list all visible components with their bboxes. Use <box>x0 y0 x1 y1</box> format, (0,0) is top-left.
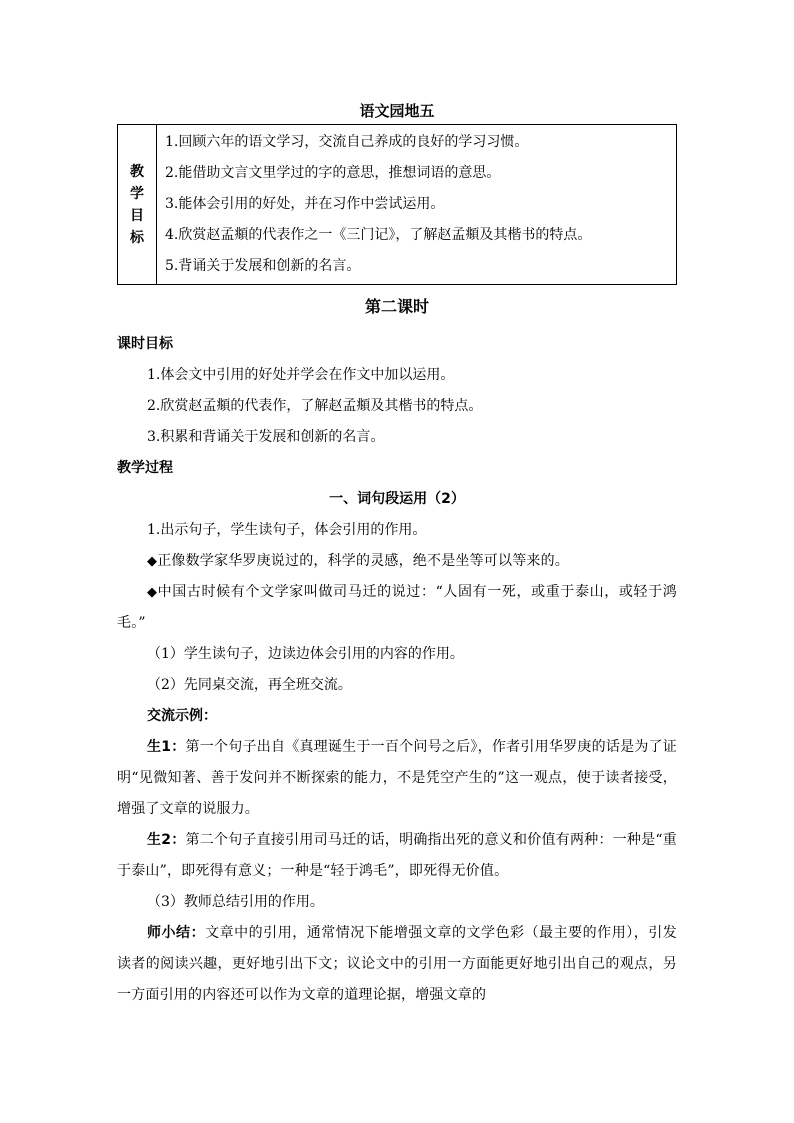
teacher-label: 师小结： <box>147 925 206 941</box>
teaching-goal-item: 1.回顾六年的语文学习，交流自己养成的良好的学习习惯。 <box>165 134 529 150</box>
teaching-goal-item: 2.能借助文言文里学过的字的意思，推想词语的意思。 <box>165 165 501 181</box>
lesson-goal-item: 3.积累和背诵关于发展和创新的名言。 <box>147 429 385 445</box>
teaching-goal-item: 4.欣赏赵孟頫的代表作之一《三门记》，了解赵孟頫及其楷书的特点。 <box>165 227 592 243</box>
teaching-goals-list <box>157 125 677 285</box>
quote-paragraph <box>117 577 677 639</box>
student-label: 生1： <box>147 739 186 755</box>
teacher-summary-paragraph <box>117 918 677 1011</box>
step-text: 1.出示句子，学生读句子，体会引用的作用。 <box>147 522 427 538</box>
lesson-goal-item: 1.体会文中引用的好处并学会在作文中加以运用。 <box>147 367 455 383</box>
teaching-goals-table <box>117 124 677 285</box>
sub-step-text: （2）先同桌交流，再全班交流。 <box>147 677 352 693</box>
quote-text: 中国古时候有个文学家叫做司马迁的说过：“人固有一死，或重于泰山，或轻于鸿毛。” <box>117 584 678 631</box>
process-heading: 教学过程 <box>117 460 173 476</box>
student-answer-paragraph <box>117 825 677 887</box>
lesson-goals-heading: 课时目标 <box>117 336 173 352</box>
teaching-goals-label-cell <box>118 125 157 285</box>
example-heading: 交流示例： <box>147 708 217 724</box>
student-answer-paragraph <box>117 732 677 825</box>
student-answer-text: 第二个句子直接引用司马迁的话，明确指出死的意义和价值有两种：一种是“重于泰山”，即死得有意义；一种是“轻于鸿毛”，即死得无价值。 <box>117 832 678 879</box>
sub-step-text: （3）教师总结引用的作用。 <box>147 894 324 910</box>
lesson-goal-item: 2.欣赏赵孟頫的代表作，了解赵孟頫及其楷书的特点。 <box>147 398 483 414</box>
lesson-title: 第二课时 <box>364 297 429 316</box>
quote-paragraph <box>117 546 677 577</box>
sub-step-text: （1）学生读句子，边读边体会引用的内容的作用。 <box>147 646 464 662</box>
teaching-goals-label: 教学目标 <box>130 163 144 246</box>
diamond-bullet-icon: ◆ <box>147 554 158 569</box>
teaching-goal-item: 5.背诵关于发展和创新的名言。 <box>165 258 361 274</box>
document-page <box>117 100 677 1011</box>
teaching-goal-item: 3.能体会引用的好处，并在习作中尝试运用。 <box>165 196 445 212</box>
student-label: 生2： <box>147 832 186 848</box>
section-title: 一、词句段运用（2） <box>329 491 465 507</box>
diamond-bullet-icon: ◆ <box>147 585 158 600</box>
teacher-summary-text: 文章中的引用，通常情况下能增强文章的文学色彩（最主要的作用），引发读者的阅读兴趣，更好地引出下文；议论文中的引用一方面能更好地引出自己的观点，另一方面引用的内容还可以作为文章的道理论据，增强文章的 <box>117 925 677 1003</box>
quote-text: 正像数学家华罗庚说过的，科学的灵感，绝不是坐等可以等来的。 <box>157 553 570 569</box>
student-answer-text: 第一个句子出自《真理诞生于一百个问号之后》，作者引用华罗庚的话是为了证明“见微知著、善于发问并不断探索的能力，不是凭空产生的”这一观点，使于读者接受，增强了文章的说服力。 <box>117 739 678 817</box>
document-title: 语文园地五 <box>359 102 435 120</box>
